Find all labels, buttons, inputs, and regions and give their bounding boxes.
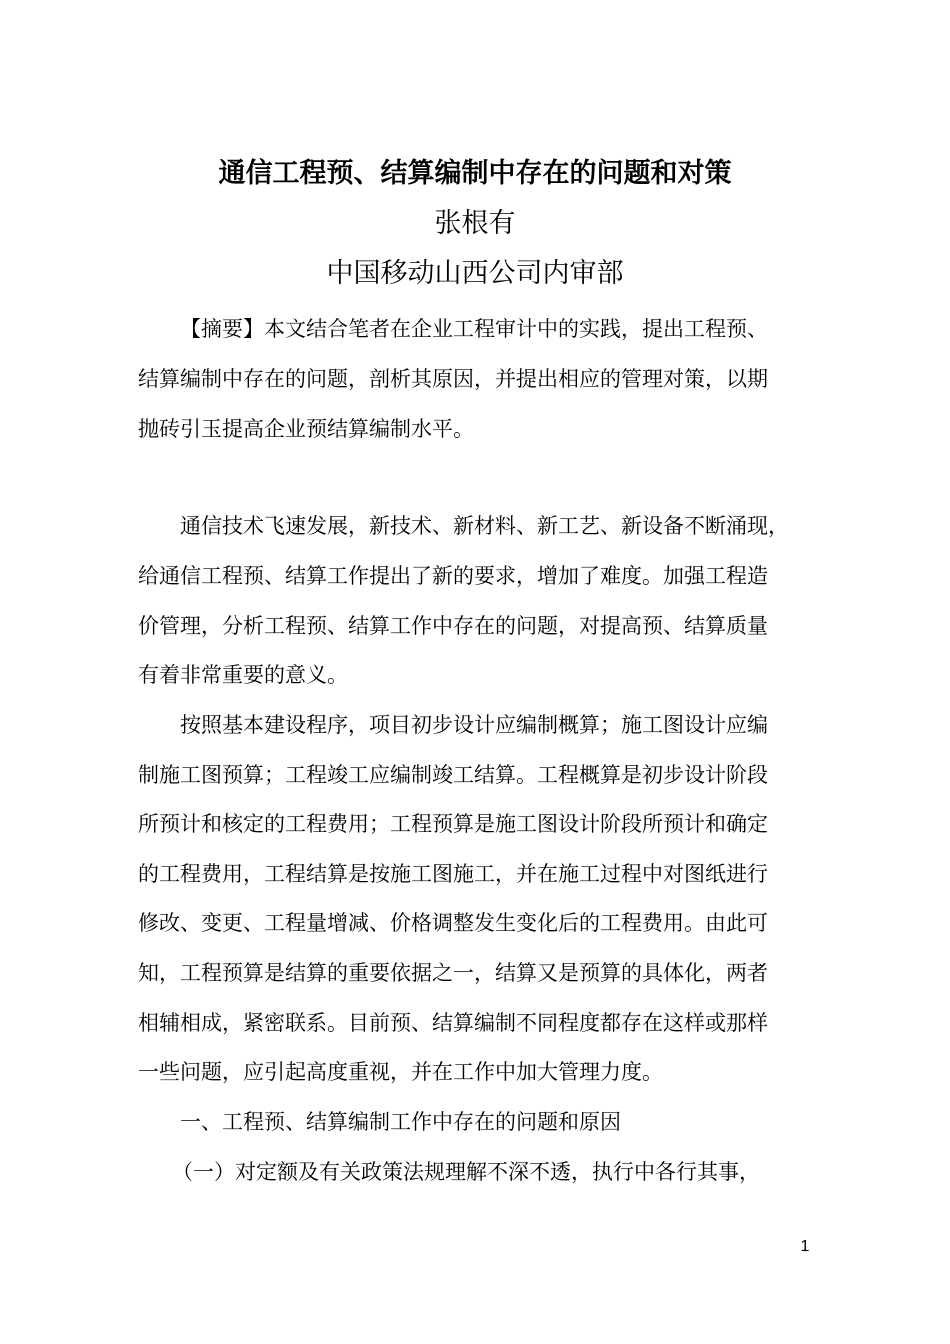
paragraph-line: 一些问题，应引起高度重视，并在工作中加大管理力度。 xyxy=(138,1060,663,1084)
paragraph-line: 所预计和核定的工程费用；工程预算是施工图设计阶段所预计和确定 xyxy=(138,812,768,836)
paragraph-line: 的工程费用，工程结算是按施工图施工，并在施工过程中对图纸进行 xyxy=(138,862,768,886)
page-number: 1 xyxy=(800,1238,810,1255)
abstract-line: 抛砖引玉提高企业预结算编制水平。 xyxy=(138,417,474,441)
paragraph-line: 修改、变更、工程量增减、价格调整发生变化后的工程费用。由此可 xyxy=(138,911,768,935)
author-affiliation: 中国移动山西公司内审部 xyxy=(326,258,624,289)
document-title: 通信工程预、结算编制中存在的问题和对策 xyxy=(218,158,732,189)
abstract-line: 结算编制中存在的问题，剖析其原因，并提出相应的管理对策，以期 xyxy=(138,367,768,391)
abstract-line: 【摘要】本文结合笔者在企业工程审计中的实践，提出工程预、 xyxy=(180,317,768,341)
subsection-heading: （一）对定额及有关政策法规理解不深不透，执行中各行其事， xyxy=(172,1160,760,1184)
paragraph-line: 制施工图预算；工程竣工应编制竣工结算。工程概算是初步设计阶段 xyxy=(138,763,768,787)
paragraph-line: 给通信工程预、结算工作提出了新的要求，增加了难度。加强工程造 xyxy=(138,564,768,588)
paragraph-line: 相辅相成，紧密联系。目前预、结算编制不同程度都存在这样或那样 xyxy=(138,1011,768,1035)
paragraph-line: 有着非常重要的意义。 xyxy=(138,663,348,687)
author-name: 张根有 xyxy=(434,208,516,239)
paragraph-line: 按照基本建设程序，项目初步设计应编制概算；施工图设计应编 xyxy=(180,713,768,737)
paragraph-line: 价管理，分析工程预、结算工作中存在的问题，对提高预、结算质量 xyxy=(138,614,768,638)
paragraph-line: 知，工程预算是结算的重要依据之一，结算又是预算的具体化，两者 xyxy=(138,961,768,985)
section-heading: 一、工程预、结算编制工作中存在的问题和原因 xyxy=(180,1110,621,1134)
paragraph-line: 通信技术飞速发展，新技术、新材料、新工艺、新设备不断涌现， xyxy=(180,514,789,538)
